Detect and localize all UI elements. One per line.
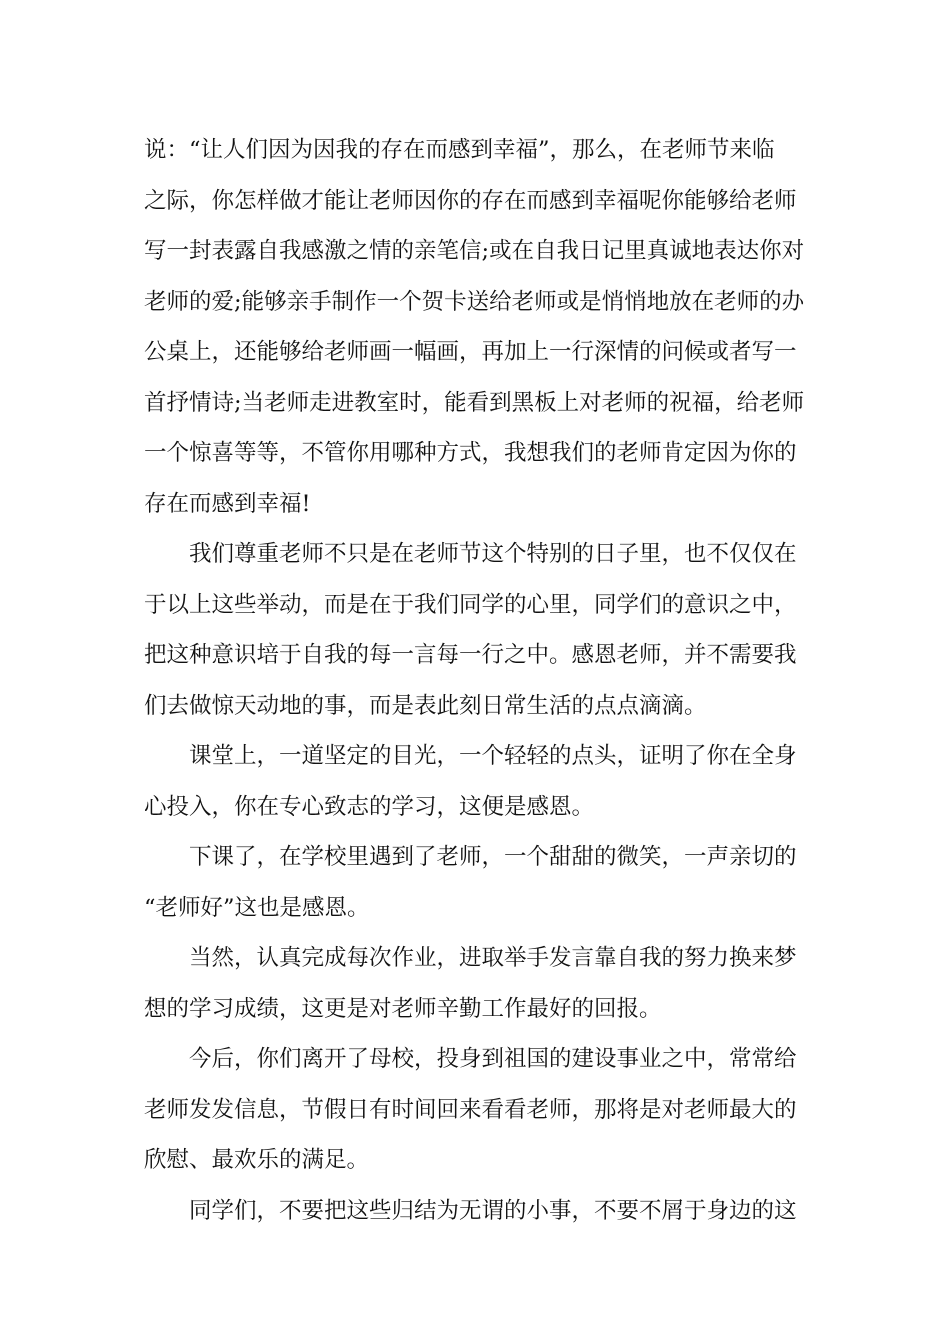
text-line: 写一封表露自我感激之情的亲笔信;或在自我日记里真诚地表达你对 [144,238,805,264]
paragraph-first-line: 同学们，不要把这些归结为无谓的小事，不要不屑于身边的这 [189,1197,797,1224]
text-line: 们去做惊天动地的事，而是表此刻日常生活的点点滴滴。 [144,692,707,719]
paragraph-first-line: 当然，认真完成每次作业，进取举手发言靠自我的努力换来梦 [189,945,797,971]
text-line: 心投入，你在专心致志的学习，这便是感恩。 [144,793,595,820]
paragraph-first-line: 今后，你们离开了母校，投身到祖国的建设事业之中，常常给 [189,1046,797,1072]
paragraph-first-line: 我们尊重老师不只是在老师节这个特别的日子里，也不仅仅在 [189,541,797,567]
text-line: 一个惊喜等等，不管你用哪种方式，我想我们的老师肯定因为你的 [144,440,797,466]
text-line: 存在而感到幸福! [144,490,311,517]
text-line: 公桌上，还能够给老师画一幅画，再加上一行深情的问候或者写一 [144,339,797,365]
text-line: 首抒情诗;当老师走进教室时，能看到黑板上对老师的祝福，给老师 [144,389,805,416]
text-line: 欣慰、最欢乐的满足。 [144,1147,370,1173]
text-line: 说：“让人们因为因我的存在而感到幸福”，那么，在老师节来临 [144,137,775,163]
text-line: 把这种意识培于自我的每一言每一行之中。感恩老师，并不需要我 [144,642,797,668]
text-line: 老师发发信息，节假日有时间回来看看老师，那将是对老师最大的 [144,1096,797,1123]
document-body [144,125,809,1236]
text-line: 想的学习成绩，这更是对老师辛勤工作最好的回报。 [144,995,662,1022]
text-line: 之际，你怎样做才能让老师因你的存在而感到幸福呢你能够给老师 [144,187,797,214]
paragraph-first-line: 课堂上，一道坚定的目光，一个轻轻的点头，证明了你在全身 [189,743,797,769]
text-line: 于以上这些举动，而是在于我们同学的心里，同学们的意识之中， [144,591,797,618]
paragraph-first-line: 下课了，在学校里遇到了老师，一个甜甜的微笑，一声亲切的 [189,844,797,870]
text-line: 老师的爱;能够亲手制作一个贺卡送给老师或是悄悄地放在老师的办 [144,288,805,315]
text-line: “老师好”这也是感恩。 [144,894,370,921]
